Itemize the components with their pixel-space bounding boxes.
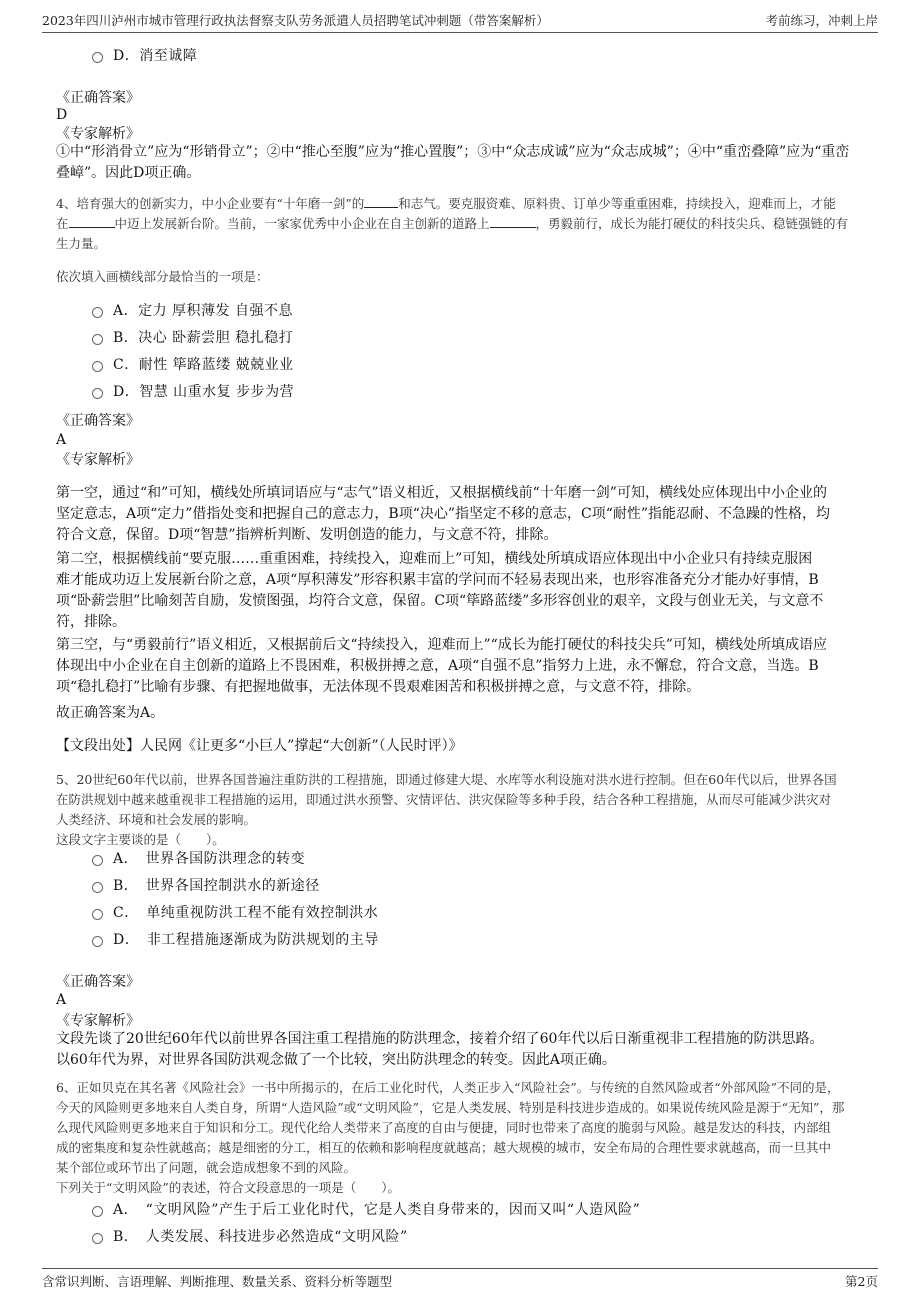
q4-answer-label: 《正确答案》 bbox=[56, 413, 140, 429]
header-slogan: 考前练习，冲刺上岸 bbox=[765, 13, 878, 28]
radio-icon[interactable] bbox=[92, 388, 103, 399]
q3-option-d[interactable]: D．消至诚障 bbox=[92, 46, 197, 66]
q3-analysis-label: 《专家解析》 bbox=[56, 126, 140, 142]
q3-analysis: ①中“形消骨立”应为“形销骨立”；②中“推心至腹”应为“推心置腹”；③中“众志成诚”应为“众志成城”；④中“重峦叠障”应为“重峦 叠嶂”。因此D项正确。 bbox=[56, 144, 850, 181]
q5-option-a[interactable]: A． 世界各国防洪理念的转变 bbox=[92, 849, 305, 869]
q5-option-d[interactable]: D． 非工程措施逐渐成为防洪规划的主导 bbox=[92, 930, 379, 950]
q4-option-b[interactable]: B．决心 卧薪尝胆 稳扎稳打 bbox=[92, 328, 293, 348]
fill-blank bbox=[364, 195, 398, 208]
q5-option-b[interactable]: B． 世界各国控制洪水的新途径 bbox=[92, 876, 320, 896]
radio-icon[interactable] bbox=[92, 52, 103, 63]
q4-answer: A bbox=[56, 432, 67, 448]
q4-option-d[interactable]: D．智慧 山重水复 步步为营 bbox=[92, 382, 294, 402]
q6-stem: 6、正如贝克在其名著《风险社会》一书中所揭示的，在后工业化时代，人类正步入“风险社会”。与传统的自然风险或者“外部风险”不同的是， 今天的风险则更多地来自人类自身，所谓“人造风险”或“文明风险”，它是人类发展、特别是科技进步造成的。如果说传统风险是源于“无知”，那 么现代风险则更多地来自于知识和分工。现代化给人类带来了高度的自由与便捷，同时也带来了高度的脆弱与风险。越是发达的科技，内部组 成的密集度和复杂性就越高；越是细密的分工，相互的依赖和影响程度就越高；越大规模的城市，安全布局的合理性要求就越高，而一旦其中 某个部位或环节出了问题，就会造成想象不到的风险。 下列关于“文明风险”的表述，符合文段意思的一项是（ ）。 bbox=[56, 1080, 845, 1195]
radio-icon[interactable] bbox=[92, 1233, 103, 1244]
q3-answer-label: 《正确答案》 bbox=[56, 90, 140, 106]
radio-icon[interactable] bbox=[92, 855, 103, 866]
q4-source: 【文段出处】人民网《让更多“小巨人”撑起“大创新”（人民时评）》 bbox=[56, 738, 463, 754]
q6-option-b[interactable]: B． 人类发展、科技进步必然造成“文明风险” bbox=[92, 1227, 408, 1247]
radio-icon[interactable] bbox=[92, 936, 103, 947]
q5-answer: A bbox=[56, 992, 67, 1008]
radio-icon[interactable] bbox=[92, 334, 103, 345]
fill-blank bbox=[490, 215, 536, 228]
q4-option-a[interactable]: A．定力 厚积薄发 自强不息 bbox=[92, 301, 293, 321]
radio-icon[interactable] bbox=[92, 307, 103, 318]
q4-option-c[interactable]: C．耐性 筚路蓝缕 兢兢业业 bbox=[92, 355, 294, 375]
document-title: 2023年四川泸州市城市管理行政执法督察支队劳务派遣人员招聘笔试冲刺题（带答案解析） bbox=[42, 13, 549, 28]
q4-analysis-label: 《专家解析》 bbox=[56, 452, 140, 468]
q3-answer: D bbox=[56, 107, 68, 123]
q6-option-a[interactable]: A． “文明风险”产生于后工业化时代，它是人类自身带来的，因而又叫“人造风险” bbox=[92, 1200, 640, 1220]
footer-note: 含常识判断、言语理解、判断推理、数量关系、资料分析等题型 bbox=[42, 1274, 393, 1289]
q4-analysis-p2: 第二空，根据横线前“要克服……重重困难，持续投入，迎难而上”可知，横线处所填成语应体现出中小企业只有持续克服困 难才能成功迈上发展新台阶之意，A项“厚积薄发”形容积累丰富的学问而不轻易表现出来，也形容准备充分才能办好事情，B 项“卧薪尝胆”比喻刻苦自励，发愤图强，均符合文意，保留。C项“筚路蓝缕”多形容创业的艰辛，文段与创业无关，与文意不 符，排除。 bbox=[56, 551, 824, 630]
q4-conclusion: 故正确答案为A。 bbox=[56, 705, 165, 721]
q5-analysis-label: 《专家解析》 bbox=[56, 1013, 140, 1029]
q5-analysis: 文段先谈了20世纪60年代以前世界各国注重工程措施的防洪理念，接着介绍了60年代以后日渐重视非工程措施的防洪思路。 以60年代为界，对世界各国防洪观念做了一个比较，突出防洪理念的转变。因此A项正确。 bbox=[56, 1031, 824, 1068]
q5-stem: 5、20世纪60年代以前，世界各国普遍注重防洪的工程措施，即通过修建大堤、水库等水利设施对洪水进行控制。但在60年代以后，世界各国 在防洪规划中越来越重视非工程措施的运用，即通过洪水预警、灾情评估、洪灾保险等多种手段，结合各种工程措施，从而尽可能减少洪灾对 人类经济、环境和社会发展的影响。 这段文字主要谈的是（ ）。 bbox=[56, 772, 837, 847]
radio-icon[interactable] bbox=[92, 361, 103, 372]
radio-icon[interactable] bbox=[92, 882, 103, 893]
q4-analysis-p3: 第三空，与“勇毅前行”语义相近，又根据前后文“持续投入，迎难而上”“成长为能打硬仗的科技尖兵”可知，横线处所填成语应 体现出中小企业在自主创新的道路上不畏困难，积极拼搏之意，A项“自强不息”指努力上进，永不懈怠，符合文意，当选。B 项“稳扎稳打”比喻有步骤、有把握地做事，无法体现不畏艰难困苦和积极拼搏之意，与文意不符，排除。 bbox=[56, 637, 827, 695]
page-number: 第2页 bbox=[845, 1274, 878, 1289]
q4-analysis-p1: 第一空，通过“和”可知，横线处所填词语应与“志气”语义相近，又根据横线前“十年磨一剑”可知，横线处应体现出中小企业的 坚定意志，A项“定力”借指处变和把握自己的意志力，B项“决心”指坚定不移的意志，C项“耐性”指能忍耐、不急躁的性格，均 符合文意，保留。D项“智慧”指辨析判断、发明创造的能力，与文意不符，排除。 bbox=[56, 485, 831, 543]
radio-icon[interactable] bbox=[92, 909, 103, 920]
page-header bbox=[42, 10, 878, 33]
fill-blank bbox=[69, 215, 115, 228]
q5-answer-label: 《正确答案》 bbox=[56, 974, 140, 990]
q4-prompt: 依次填入画横线部分最恰当的一项是： bbox=[56, 269, 269, 284]
page-footer bbox=[42, 1268, 878, 1291]
q4-stem: 4、培育强大的创新实力，中小企业要有“十年磨一剑”的 和志气。要克服资难、原料贵、订单少等重重困难，持续投入，迎难而上，才能 在 中迈上发展新台阶。当前，一家家优秀中小企业在自主创新的道路上 ，勇毅前行，成长为能打硬仗的科技尖兵、稳链强链的有 生力量。 bbox=[56, 196, 849, 251]
radio-icon[interactable] bbox=[92, 1206, 103, 1217]
q5-option-c[interactable]: C． 单纯重视防洪工程不能有效控制洪水 bbox=[92, 903, 378, 923]
